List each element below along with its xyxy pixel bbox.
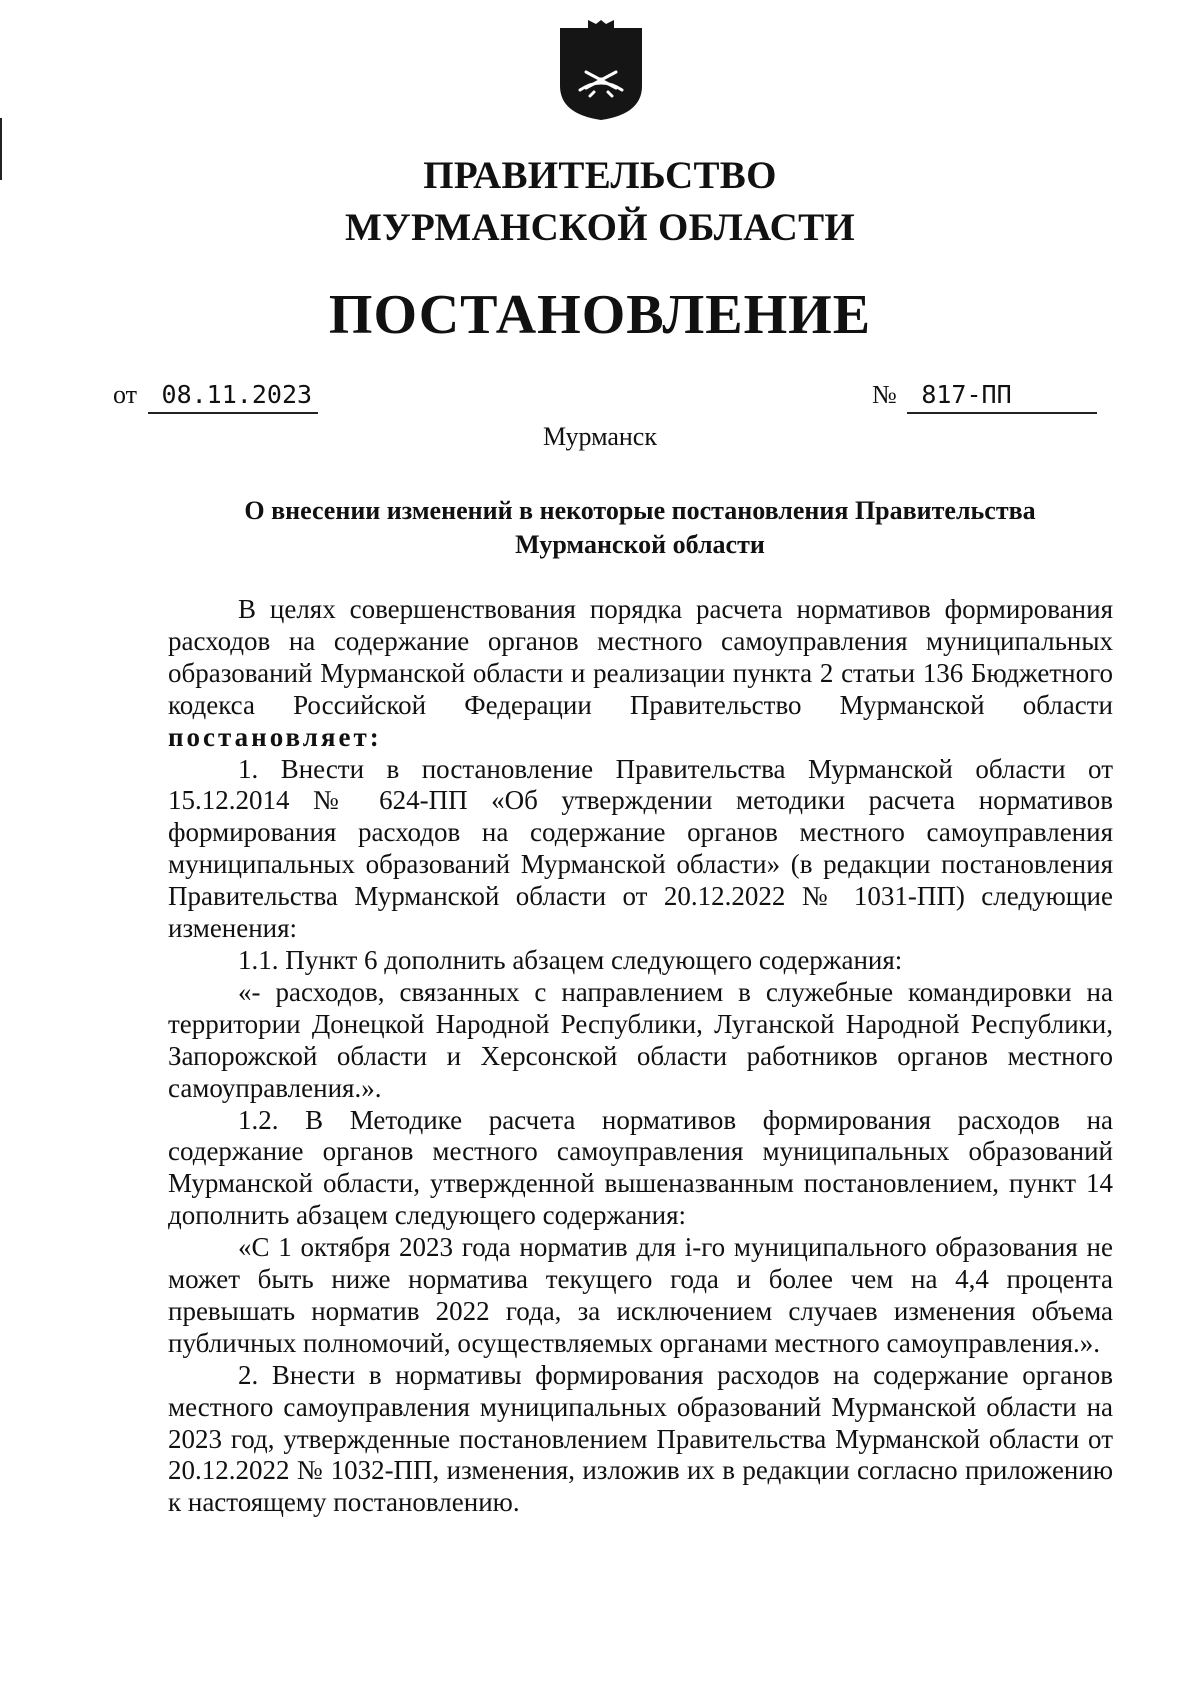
government-title [0,150,1200,254]
number-value: 817-ПП [907,378,1097,414]
document-type: ПОСТАНОВЛЕНИЕ [328,284,872,346]
intro-paragraph [168,594,1113,754]
document-number [872,378,1097,414]
resolves-word: постановляет: [168,721,382,752]
document-subject [160,494,1120,562]
paragraph-1-2-quote: «С 1 октября 2023 года норматив для i-го муниципального образования не может быть ниже норматива текущего года и более чем на 4,4 процента превышать норматив 2022 года, за исключением случаев изменения объема публичных полномочий, осуществляемых органами местного самоуправления.». [168,1232,1113,1358]
paragraph-1-1-quote: «- расходов, связанных с направлением в служебные командировки на территории Донецкой Народной Республики, Луганской Народной Республики, Запорожской области и Херсонской области работников органов местного самоуправления.». [168,976,1113,1103]
government-title-line1: ПРАВИТЕЛЬСТВО [423,154,777,197]
document-body [168,594,1113,1519]
subject-line1: О внесении изменений в некоторые постановления Правительства [244,496,1036,525]
paragraph-1-1: 1.1. Пункт 6 дополнить абзацем следующего содержания: [238,944,903,975]
document-date [113,378,318,414]
subject-line2: Мурманской области [515,530,765,559]
number-prefix: № [872,380,897,409]
paragraph-1: 1. Внести в постановление Правительства Мурманской области от 15.12.2014 № 624-ПП «Об утверждении методики расчета нормативов формирования расходов на содержание органов местного самоуправления муниципальных образований Мурманской области» (в редакции постановления Правительства Мурманской области от 20.12.2022 № 1031-ПП) следующие изменения: [168,753,1113,944]
paragraph-1-2: 1.2. В Методике расчета нормативов формирования расходов на содержание органов местного самоуправления муниципальных образований Мурманской области, утвержденной вышеназванным постановлением, пункт 14 дополнить абзацем следующего содержания: [168,1104,1113,1231]
city: Мурманск [543,422,657,451]
date-value: 08.11.2023 [148,378,318,414]
government-title-line2: МУРМАНСКОЙ ОБЛАСТИ [344,206,856,249]
intro-text: В целях совершенствования порядка расчета нормативов формирования расходов на содержание органов местного самоуправления муниципальных образований Мурманской области и реализации пункта 2 статьи 136 Бюджетного кодекса Российской Федерации Правительство Мурманской области [168,594,1113,720]
date-prefix: от [113,380,138,409]
coat-of-arms-icon [556,20,646,122]
paragraph-2: 2. Внести в нормативы формирования расходов на содержание органов местного самоуправления муниципальных образований Мурманской области на 2023 год, утвержденные постановлением Правительства Мурманской области от 20.12.2022 № 1032-ПП, изменения, изложив их в редакции согласно приложению к настоящему постановлению. [168,1359,1113,1518]
